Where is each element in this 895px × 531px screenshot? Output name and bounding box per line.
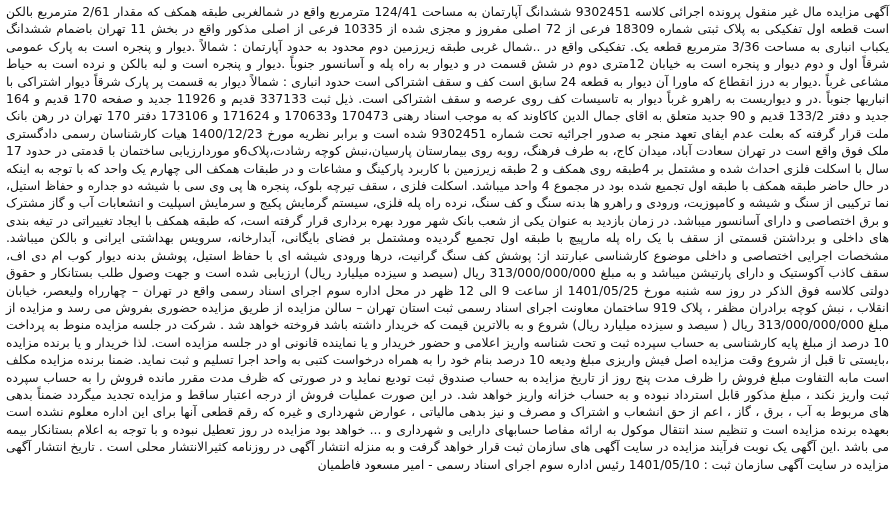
notice-body: آگهی مزایده مال غیر منقول پرونده اجرائی کلاسه 9302451 ششدانگ آپارتمان به مساحت 124/41 مترمربع واقع در شمالغربی طبقه همکف که مقدار 2/61 مترمربع بالکن است قطعه اول تفکیکی به پلاک ثبتی شماره 18309 فرعی از 72 اصلی مفروز و مجزی شده از 10335 فرعی از اصلی مذکور واقع در بخش 11 تهران باضمام ششدانگ یکباب انباری به مساحت 3/36 مترمربع قطعه یک. تفکیکی واقع در ..شمال غربی طبقه زیرزمین دوم محدود به حدود آپارتمان : شمالاً .دیوار و پنجره است به پارک عمومی شرقاً اول و دوم دیوار و پنجره است به خیابان 12متری دوم در شش قسمت در و دیوار به راه پله و آسانسور جنوباً .دیوار و پنجره است و لبه بالکن و نرده است به حیاط مشاعی غرباً .دیوار به درز انقطاع که ماورا آن دیوار به قطعه 24 سابق است کف و سقف اشتراکی است حدود انباری : شمالاً دیوار به قسمت پر پارک شرقاً دیوار اشتراکی با انباریها جنوباً .در و دیواریست به راهرو غرباً دیوار به تاسیسات کف روی عرصه و سقف اشتراکی است. ذیل ثبت 337133 قدیم و 11926 جدید و صفحه 170 قدیم و 164 جدید و دفتر 133/2 قدیم و 90 جدید متعلق به اقای جمال الدین کاکاوند که به موجب اسناد رهنی 170473 و170633 و 171624 و 173106 دفتر 170 تهران در رهن بانک ملت قرار گرفته که بعلت عدم ایفای تعهد منجر به صدور اجرائیه تحت شماره 9302451 شده است و برابر نظریه مورخ 1400/12/23 هیات کارشناسان رسمی دادگستری ملک فوق واقع است در تهران سعادت آباد، میدان کاج، به طرف فرهنگ، روبه روی بیمارستان پارسیان،نبش کوچه رشادت،پلاک6و موردارزیابی ساختمان با قدمتی در حدود 17 سال با اسکلت فلزی احداث شده و مشتمل بر 4طبقه روی همکف و 2 طبقه زیرزمین با کاربرد پارکینگ و مشاعات و در طبقات همکف الی چهارم یک واحد که با توجه به اینکه در حال حاضر طبقه همکف با طبقه اول تجمیع شده بود در مجموع 4 واحد میباشد. اسکلت فلزی ، سقف تیرچه بلوک، پنجره ها پی وی سی با شیشه دو جداره و حفاظ استیل، نما ترکیبی از سنگ و شیشه و کامپوزیت، ورودی و راهرو ها بدنه سنگ و کف سنگ، نرده راه پله فلزی، سیستم گرمایش پکیج و سرمایش اسپلیت و انشعابات آب و گاز مشترک و برق اختصاصی و دارای آسانسور میباشد. در زمان بازدید به عنوان یکی از شعب بانک شهر مورد بهره برداری قرار گرفته است، که طبقه همکف با ایجاد تغییراتی در تیغه بندی های داخلی و برداشتن قسمتی از سقف با یک راه پله مارپیچ با طبقه اول تجمیع گردیده ومشتمل بر فضای بایگانی، آبدارخانه، سرویس بهداشتی ایرانی و بالکن میباشد. مشخصات اجرایی اختصاصی و داخلی موضوع کارشناسی عبارتند از: پوشش کف سنگ گرانیت، درها ورودی شیشه ای با حفاظ استیل، پوشش بدنه دیوار کوب ام دی اف، سقف کاذب آکوستیک و دارای پارتیشن میباشد و به مبلغ 313/000/000/000 ریال (سیصد و سیزده میلیارد ریال) ارزیابی شده است و جهت وصول طلب بستانکار و حقوق دولتی کلاسه فوق الذکر در روز سه شنبه مورخ 1401/05/25 از ساعت 9 الی 12 ظهر در محل اداره سوم اجرای اسناد رسمی واقع در تهران – چهارراه ولیعصر، خیابان انقلاب ، نبش کوچه برادران مظفر ، پلاک 919 ساختمان معاونت اجرای اسناد رسمی ثبت استان تهران – سالن مزایده از طریق مزایده حضوری بفروش می رسد و مزایده از مبلغ 313/000/000/000 ریال ( سیصد و سیزده میلیارد ریال) شروع و به بالاترین قیمت که خریدار داشته باشد فروخته خواهد شد . شرکت در جلسه مزایده منوط به پرداخت 10 درصد از مبلغ پایه کارشناسی به حساب سپرده ثبت و تحت شناسه واریز اعلامی و حضور خریدار و یا نماینده قانونی او در جلسه مزایده است. لذا خریدار و یا برنده مزایده ،بایستی تا قبل از شروع وقت مزایده اصل فیش واریزی مبلغ ودیعه 10 درصد بنام خود را به همراه درخواست کتبی به واحد اجرا تسلیم و ثبت نماید. ضمنا برنده مزایده مکلف است مابه التفاوت مبلغ فروش را ظرف مدت پنج روز از تاریخ مزایده به حساب صندوق ثبت تودیع نماید و در صورتی که ظرف مدت مقرر مانده فروش را به حساب سپرده ثبت واریز نکند ، مبلغ مذکور قابل استرداد نبوده و به حساب خزانه واریز خواهد شد. در این صورت عملیات فروش از درجه اعتبار ساقط و مزایده تجدید میگردد ضمناً بدهی های مربوط به آب ، برق ، گاز ، اعم از حق انشعاب و اشتراک و مصرف و نیز بدهی مالیاتی ، عوارض شهرداری و غیره که رقم قطعی آنها برای این اداره معلوم نشده است بعهده برنده مزایده است و تنظیم سند انتقال موکول به ارائه مفاصا حسابهای دارایی و شهرداری و ... خواهد بود مزایده در روز تعطیل نبوده و با توجه به اعلام بستانکار بیمه می باشد .این آگهی یک نوبت فرآیند مزایده در سایت آگهی های سازمان ثبت قرار خواهد گرفت و به منزله انتشار آگهی در روزنامه کثیرالانتشار محلی است . تاریخ انتشار آگهی مزایده در سایت آگهی سازمان ثبت : 1401/05/10 رئیس اداره سوم اجرای اسناد رسمی - امیر مسعود فاطمیان bbox=[6, 5, 890, 472]
auction-notice bbox=[6, 4, 889, 474]
